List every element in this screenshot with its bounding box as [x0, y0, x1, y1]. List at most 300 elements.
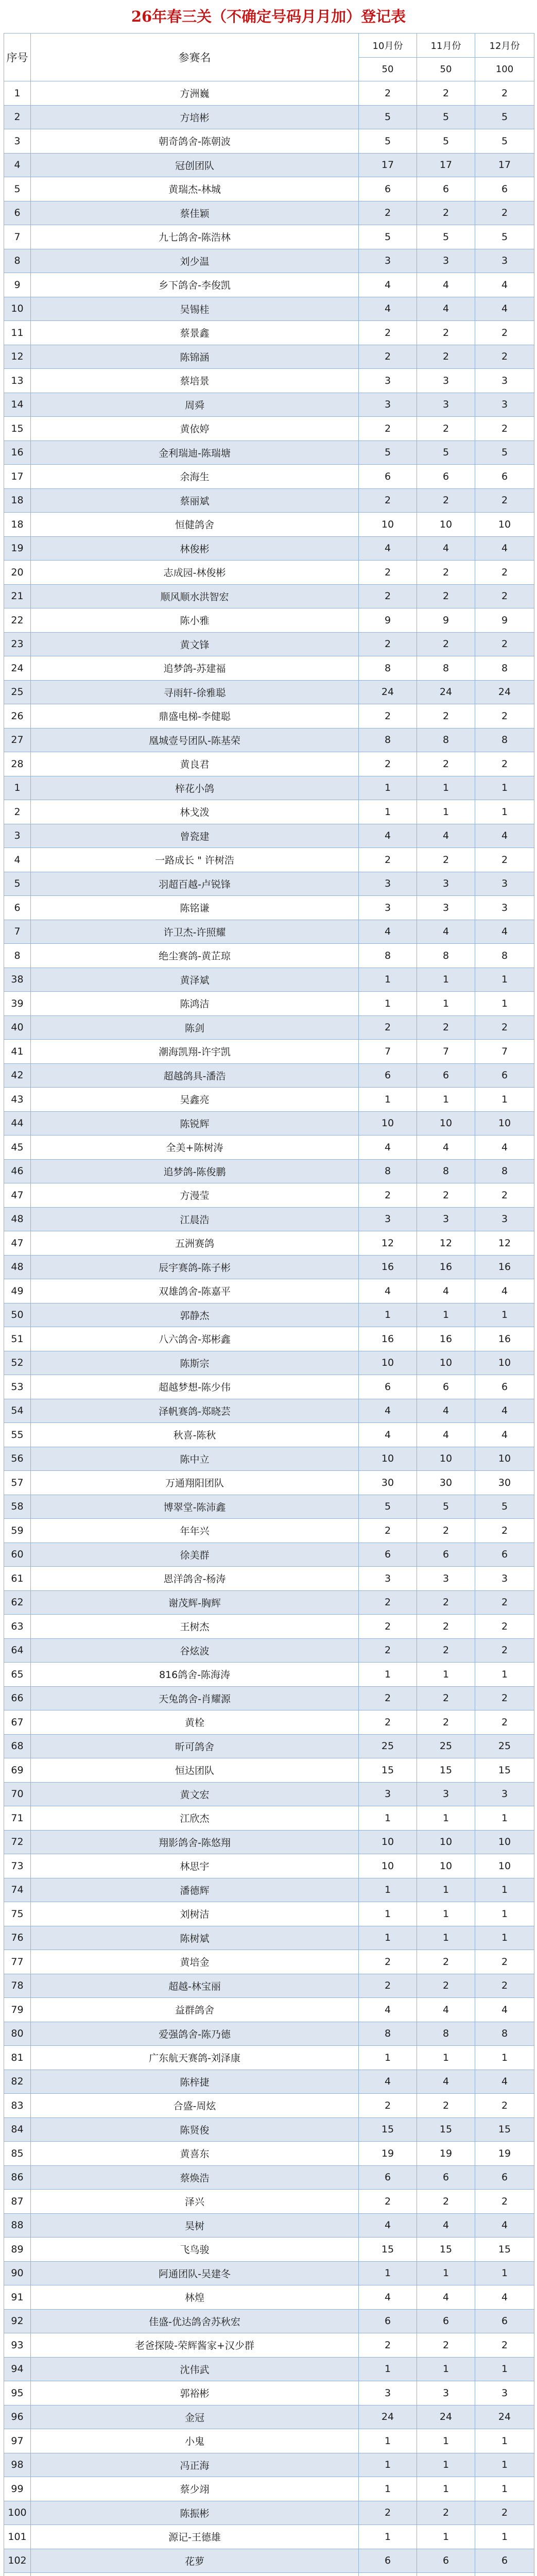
participant-name: 昊树 [31, 2213, 359, 2238]
value-oct: 2 [359, 2190, 417, 2214]
value-dec: 2 [475, 2333, 534, 2358]
value-nov: 4 [417, 297, 475, 321]
participant-name: 益群鸽舍 [31, 1998, 359, 2022]
table-row [4, 488, 534, 513]
registration-table [4, 33, 534, 2576]
row-number: 17 [4, 465, 31, 489]
value-dec: 6 [475, 2309, 534, 2333]
row-number: 11 [4, 321, 31, 345]
header-month-nov: 11月份 [417, 33, 475, 58]
row-number: 47 [4, 1183, 31, 1208]
value-nov: 1 [417, 1663, 475, 1687]
table-row [4, 2381, 534, 2405]
header-subtotal-oct: 50 [359, 57, 417, 81]
value-nov: 16 [417, 1327, 475, 1351]
value-dec: 2 [475, 848, 534, 872]
value-dec: 2 [475, 321, 534, 345]
value-dec: 6 [475, 1543, 534, 1567]
value-oct: 1 [359, 2477, 417, 2501]
value-nov: 6 [417, 1063, 475, 1088]
row-number: 3 [4, 129, 31, 154]
participant-name: 绝尘赛鸽-黄芷琼 [31, 944, 359, 968]
table-row [4, 584, 534, 608]
participant-name: 超越-林宝丽 [31, 1974, 359, 1998]
value-oct: 16 [359, 1327, 417, 1351]
value-oct: 3 [359, 249, 417, 273]
value-nov: 2 [417, 1015, 475, 1040]
value-oct: 4 [359, 1998, 417, 2022]
value-oct: 1 [359, 2046, 417, 2070]
value-nov: 3 [417, 2381, 475, 2405]
row-number: 7 [4, 920, 31, 944]
row-number: 10 [4, 297, 31, 321]
table-row [4, 1926, 534, 1950]
value-dec: 1 [475, 1878, 534, 1902]
value-dec: 16 [475, 1255, 534, 1279]
value-nov: 9 [417, 608, 475, 633]
table-row [4, 1543, 534, 1567]
value-oct [359, 2573, 417, 2576]
value-oct: 1 [359, 2357, 417, 2381]
value-dec: 2 [475, 1710, 534, 1735]
participant-name: 陈锦涵 [31, 345, 359, 369]
participant-name: 黄良君 [31, 752, 359, 776]
value-nov: 1 [417, 2525, 475, 2549]
value-oct: 6 [359, 1063, 417, 1088]
table-row [4, 1567, 534, 1591]
value-nov: 10 [417, 1351, 475, 1375]
participant-name: 刘少温 [31, 249, 359, 273]
row-number: 9 [4, 273, 31, 297]
table-row [4, 1734, 534, 1758]
row-number: 52 [4, 1351, 31, 1375]
value-oct: 1 [359, 1806, 417, 1831]
value-dec: 4 [475, 1423, 534, 1447]
value-nov: 2 [417, 1183, 475, 1208]
participant-name: 恒达团队 [31, 1758, 359, 1783]
row-number: 8 [4, 249, 31, 273]
table-row [4, 944, 534, 968]
row-number: 96 [4, 2405, 31, 2429]
table-row [4, 824, 534, 848]
value-oct: 1 [359, 1878, 417, 1902]
value-nov: 2 [417, 417, 475, 441]
value-nov: 4 [417, 1423, 475, 1447]
table-row [4, 1998, 534, 2022]
participant-name: 蔡景鑫 [31, 321, 359, 345]
value-oct: 3 [359, 1207, 417, 1231]
value-nov: 5 [417, 1495, 475, 1519]
value-nov: 2 [417, 1950, 475, 1974]
value-nov: 4 [417, 1998, 475, 2022]
table-row [4, 1255, 534, 1279]
value-dec: 2 [475, 488, 534, 513]
participant-name: 冠创团队 [31, 153, 359, 177]
row-number: 42 [4, 1063, 31, 1088]
value-dec: 17 [475, 153, 534, 177]
table-row [4, 1615, 534, 1639]
participant-name: 五洲赛鸽 [31, 1231, 359, 1256]
participant-name: 追梦鸽-陈俊鹏 [31, 1159, 359, 1183]
row-number: 21 [4, 584, 31, 608]
table-row [4, 1303, 534, 1327]
participant-name: 陈鸿洁 [31, 992, 359, 1016]
value-nov: 3 [417, 1782, 475, 1806]
participant-name: 吴鑫亮 [31, 1088, 359, 1112]
value-dec: 2 [475, 2094, 534, 2118]
row-number: 24 [4, 656, 31, 681]
row-number: 5 [4, 872, 31, 896]
value-oct: 10 [359, 513, 417, 537]
value-dec: 1 [475, 1806, 534, 1831]
table-row [4, 2525, 534, 2549]
value-oct: 1 [359, 2429, 417, 2453]
value-oct: 2 [359, 488, 417, 513]
participant-name: 陈剑 [31, 1015, 359, 1040]
participant-name: 蔡焕浩 [31, 2165, 359, 2190]
value-oct: 2 [359, 584, 417, 608]
value-nov: 2 [417, 488, 475, 513]
value-oct: 4 [359, 297, 417, 321]
participant-name: 金冠 [31, 2405, 359, 2429]
participant-name: 江晨浩 [31, 1207, 359, 1231]
participant-name: 徐美群 [31, 1543, 359, 1567]
participant-name: 潘德辉 [31, 1878, 359, 1902]
row-number: 3 [4, 824, 31, 848]
value-oct: 2 [359, 81, 417, 106]
value-dec: 3 [475, 1567, 534, 1591]
participant-name: 顺风顺水洪智宏 [31, 584, 359, 608]
value-oct: 2 [359, 1015, 417, 1040]
value-dec: 8 [475, 2022, 534, 2046]
value-dec: 2 [475, 1950, 534, 1974]
value-nov: 8 [417, 728, 475, 752]
value-dec: 6 [475, 1375, 534, 1399]
value-oct: 6 [359, 465, 417, 489]
participant-name: 陈贤俊 [31, 2117, 359, 2142]
value-oct: 10 [359, 1447, 417, 1471]
value-oct: 5 [359, 440, 417, 465]
participant-name: 陈小雅 [31, 608, 359, 633]
value-dec: 24 [475, 2405, 534, 2429]
row-number: 27 [4, 728, 31, 752]
participant-name: 超越梦想-陈少伟 [31, 1375, 359, 1399]
value-dec: 2 [475, 2190, 534, 2214]
table-row [4, 2117, 534, 2142]
value-dec: 1 [475, 1902, 534, 1926]
value-dec: 2 [475, 417, 534, 441]
participant-name: 黄培金 [31, 1950, 359, 1974]
table-row [4, 1471, 534, 1495]
value-oct: 10 [359, 1351, 417, 1375]
value-oct: 25 [359, 1734, 417, 1758]
value-oct: 2 [359, 848, 417, 872]
value-dec: 4 [475, 297, 534, 321]
value-nov: 4 [417, 1399, 475, 1423]
value-dec: 5 [475, 225, 534, 249]
value-dec: 1 [475, 2429, 534, 2453]
table-row [4, 1327, 534, 1351]
row-number: 86 [4, 2165, 31, 2190]
participant-name: 寻雨轩-徐雅聪 [31, 680, 359, 704]
row-number: 82 [4, 2070, 31, 2094]
table-row [4, 1663, 534, 1687]
row-number: 19 [4, 536, 31, 561]
value-nov: 4 [417, 1136, 475, 1160]
table-row [4, 752, 534, 776]
table-row [4, 2477, 534, 2501]
value-dec: 4 [475, 2213, 534, 2238]
value-oct: 2 [359, 561, 417, 585]
value-oct: 1 [359, 968, 417, 992]
row-number: 55 [4, 1423, 31, 1447]
table-row [4, 1878, 534, 1902]
value-dec: 7 [475, 1040, 534, 1064]
row-number: 76 [4, 1926, 31, 1950]
value-oct: 4 [359, 1423, 417, 1447]
row-number: 78 [4, 1974, 31, 1998]
participant-name: 方培彬 [31, 105, 359, 129]
value-nov: 1 [417, 1926, 475, 1950]
value-nov: 3 [417, 249, 475, 273]
row-number: 95 [4, 2381, 31, 2405]
value-nov: 2 [417, 201, 475, 225]
row-number: 48 [4, 1255, 31, 1279]
participant-name: 老爸探陵-荣辉酱家+汉少群 [31, 2333, 359, 2358]
table-row [4, 2094, 534, 2118]
value-oct: 2 [359, 2333, 417, 2358]
participant-name: 黄文锋 [31, 632, 359, 656]
row-number: 40 [4, 1015, 31, 1040]
row-number: 16 [4, 440, 31, 465]
table-row [4, 2549, 534, 2573]
row-number: 18 [4, 513, 31, 537]
value-oct: 2 [359, 1183, 417, 1208]
table-row [4, 992, 534, 1016]
participant-name: 黄文宏 [31, 1782, 359, 1806]
value-nov: 1 [417, 2453, 475, 2477]
value-nov: 1 [417, 2261, 475, 2285]
participant-name: 恒健鸽舍 [31, 513, 359, 537]
value-dec: 19 [475, 2142, 534, 2166]
participant-name: 林思宇 [31, 1854, 359, 1878]
participant-name: 超越鸽具-潘浩 [31, 1063, 359, 1088]
value-dec: 6 [475, 2549, 534, 2573]
participant-name: 吴锡桂 [31, 297, 359, 321]
value-dec: 1 [475, 1926, 534, 1950]
value-nov: 2 [417, 2094, 475, 2118]
value-oct: 3 [359, 1782, 417, 1806]
row-number: 75 [4, 1902, 31, 1926]
participant-name: 蔡少翊 [31, 2477, 359, 2501]
value-dec: 5 [475, 129, 534, 154]
table-row [4, 1207, 534, 1231]
value-nov: 1 [417, 2477, 475, 2501]
value-dec: 1 [475, 800, 534, 824]
value-dec: 2 [475, 584, 534, 608]
row-number: 58 [4, 1495, 31, 1519]
value-oct: 2 [359, 417, 417, 441]
table-row [4, 345, 534, 369]
participant-name: 年年兴 [31, 1519, 359, 1543]
value-dec: 10 [475, 1351, 534, 1375]
value-dec: 1 [475, 1088, 534, 1112]
participant-name: 黄依婷 [31, 417, 359, 441]
value-dec: 10 [475, 1111, 534, 1136]
participant-name: 江欣杰 [31, 1806, 359, 1831]
table-row [4, 249, 534, 273]
row-number: 90 [4, 2261, 31, 2285]
participant-name: 陈铭谦 [31, 896, 359, 920]
value-dec: 3 [475, 249, 534, 273]
row-number: 45 [4, 1136, 31, 1160]
participant-name: 黄喜东 [31, 2142, 359, 2166]
value-nov: 8 [417, 656, 475, 681]
value-oct: 1 [359, 1926, 417, 1950]
value-oct: 2 [359, 201, 417, 225]
value-dec: 10 [475, 513, 534, 537]
row-number: 13 [4, 369, 31, 393]
value-oct: 8 [359, 656, 417, 681]
table-row [4, 2453, 534, 2477]
value-dec: 2 [475, 1638, 534, 1663]
table-row [4, 872, 534, 896]
value-oct: 4 [359, 1136, 417, 1160]
value-oct: 4 [359, 273, 417, 297]
participant-name: 天兔鸽舍-肖耀源 [31, 1686, 359, 1710]
row-number: 89 [4, 2238, 31, 2262]
value-nov: 2 [417, 584, 475, 608]
table-row [4, 776, 534, 800]
value-dec: 8 [475, 1159, 534, 1183]
value-nov: 4 [417, 2070, 475, 2094]
value-oct: 3 [359, 872, 417, 896]
participant-name: 小鬼 [31, 2429, 359, 2453]
value-dec: 10 [475, 1447, 534, 1471]
header-month-dec: 12月份 [475, 33, 534, 58]
row-number: 61 [4, 1567, 31, 1591]
value-oct: 15 [359, 2117, 417, 2142]
value-nov: 6 [417, 2309, 475, 2333]
table-row [4, 2142, 534, 2166]
participant-name: 周舜 [31, 393, 359, 417]
table-row [4, 2165, 534, 2190]
value-dec: 4 [475, 1998, 534, 2022]
table-row [4, 1782, 534, 1806]
page-title: 26年春三关（不确定号码月月加）登记表 [131, 8, 406, 25]
row-number: 84 [4, 2117, 31, 2142]
table-row [4, 1351, 534, 1375]
value-dec: 4 [475, 824, 534, 848]
value-dec: 4 [475, 273, 534, 297]
participant-name: 陈中立 [31, 1447, 359, 1471]
value-nov: 3 [417, 1207, 475, 1231]
row-number: 28 [4, 752, 31, 776]
value-nov: 17 [417, 153, 475, 177]
row-number: 87 [4, 2190, 31, 2214]
participant-name: 林俊彬 [31, 536, 359, 561]
table-body [4, 81, 534, 2576]
value-oct: 19 [359, 2142, 417, 2166]
row-number: 66 [4, 1686, 31, 1710]
value-nov: 3 [417, 393, 475, 417]
table-row [4, 704, 534, 728]
participant-name: 辰宇赛鸽-陈子彬 [31, 1255, 359, 1279]
value-nov: 8 [417, 2022, 475, 2046]
value-oct: 10 [359, 1111, 417, 1136]
table-row [4, 1638, 534, 1663]
participant-name: 郭裕彬 [31, 2381, 359, 2405]
value-nov: 30 [417, 1471, 475, 1495]
table-row [4, 2190, 534, 2214]
table-row [4, 2573, 534, 2576]
row-number: 54 [4, 1399, 31, 1423]
table-row [4, 608, 534, 633]
value-nov: 5 [417, 105, 475, 129]
value-oct: 8 [359, 728, 417, 752]
table-row [4, 1231, 534, 1256]
table-row [4, 273, 534, 297]
value-dec: 2 [475, 1183, 534, 1208]
value-dec: 3 [475, 1207, 534, 1231]
value-nov: 2 [417, 1615, 475, 1639]
value-oct: 2 [359, 1638, 417, 1663]
value-nov: 4 [417, 2285, 475, 2310]
value-nov: 8 [417, 944, 475, 968]
value-oct: 4 [359, 2213, 417, 2238]
table-row [4, 632, 534, 656]
row-number: 22 [4, 608, 31, 633]
value-oct: 3 [359, 1567, 417, 1591]
value-oct: 2 [359, 2501, 417, 2525]
row-number: 94 [4, 2357, 31, 2381]
value-oct: 5 [359, 129, 417, 154]
table-row [4, 321, 534, 345]
row-number [4, 2573, 31, 2576]
row-number: 91 [4, 2285, 31, 2310]
row-number: 53 [4, 1375, 31, 1399]
value-dec: 2 [475, 561, 534, 585]
table-row [4, 440, 534, 465]
value-oct: 4 [359, 1399, 417, 1423]
participant-name: 鼎盛电梯-李健聪 [31, 704, 359, 728]
table-row [4, 2022, 534, 2046]
row-number: 12 [4, 345, 31, 369]
participant-name: 蔡佳颖 [31, 201, 359, 225]
value-nov: 19 [417, 2142, 475, 2166]
value-nov: 6 [417, 1375, 475, 1399]
value-oct: 4 [359, 2070, 417, 2094]
value-dec: 2 [475, 345, 534, 369]
row-number: 47 [4, 1231, 31, 1256]
value-nov: 4 [417, 2213, 475, 2238]
row-number: 2 [4, 105, 31, 129]
participant-name: 广东航天赛鸽-刘泽康 [31, 2046, 359, 2070]
value-nov: 4 [417, 920, 475, 944]
value-nov: 4 [417, 273, 475, 297]
row-number: 43 [4, 1088, 31, 1112]
value-oct: 24 [359, 680, 417, 704]
participant-name: 许卫杰-许照耀 [31, 920, 359, 944]
value-nov: 6 [417, 2549, 475, 2573]
value-dec: 3 [475, 2381, 534, 2405]
value-oct: 1 [359, 1303, 417, 1327]
participant-name: 刘树洁 [31, 1902, 359, 1926]
value-dec: 2 [475, 1015, 534, 1040]
table-row [4, 1063, 534, 1088]
value-nov: 5 [417, 225, 475, 249]
row-number: 99 [4, 2477, 31, 2501]
